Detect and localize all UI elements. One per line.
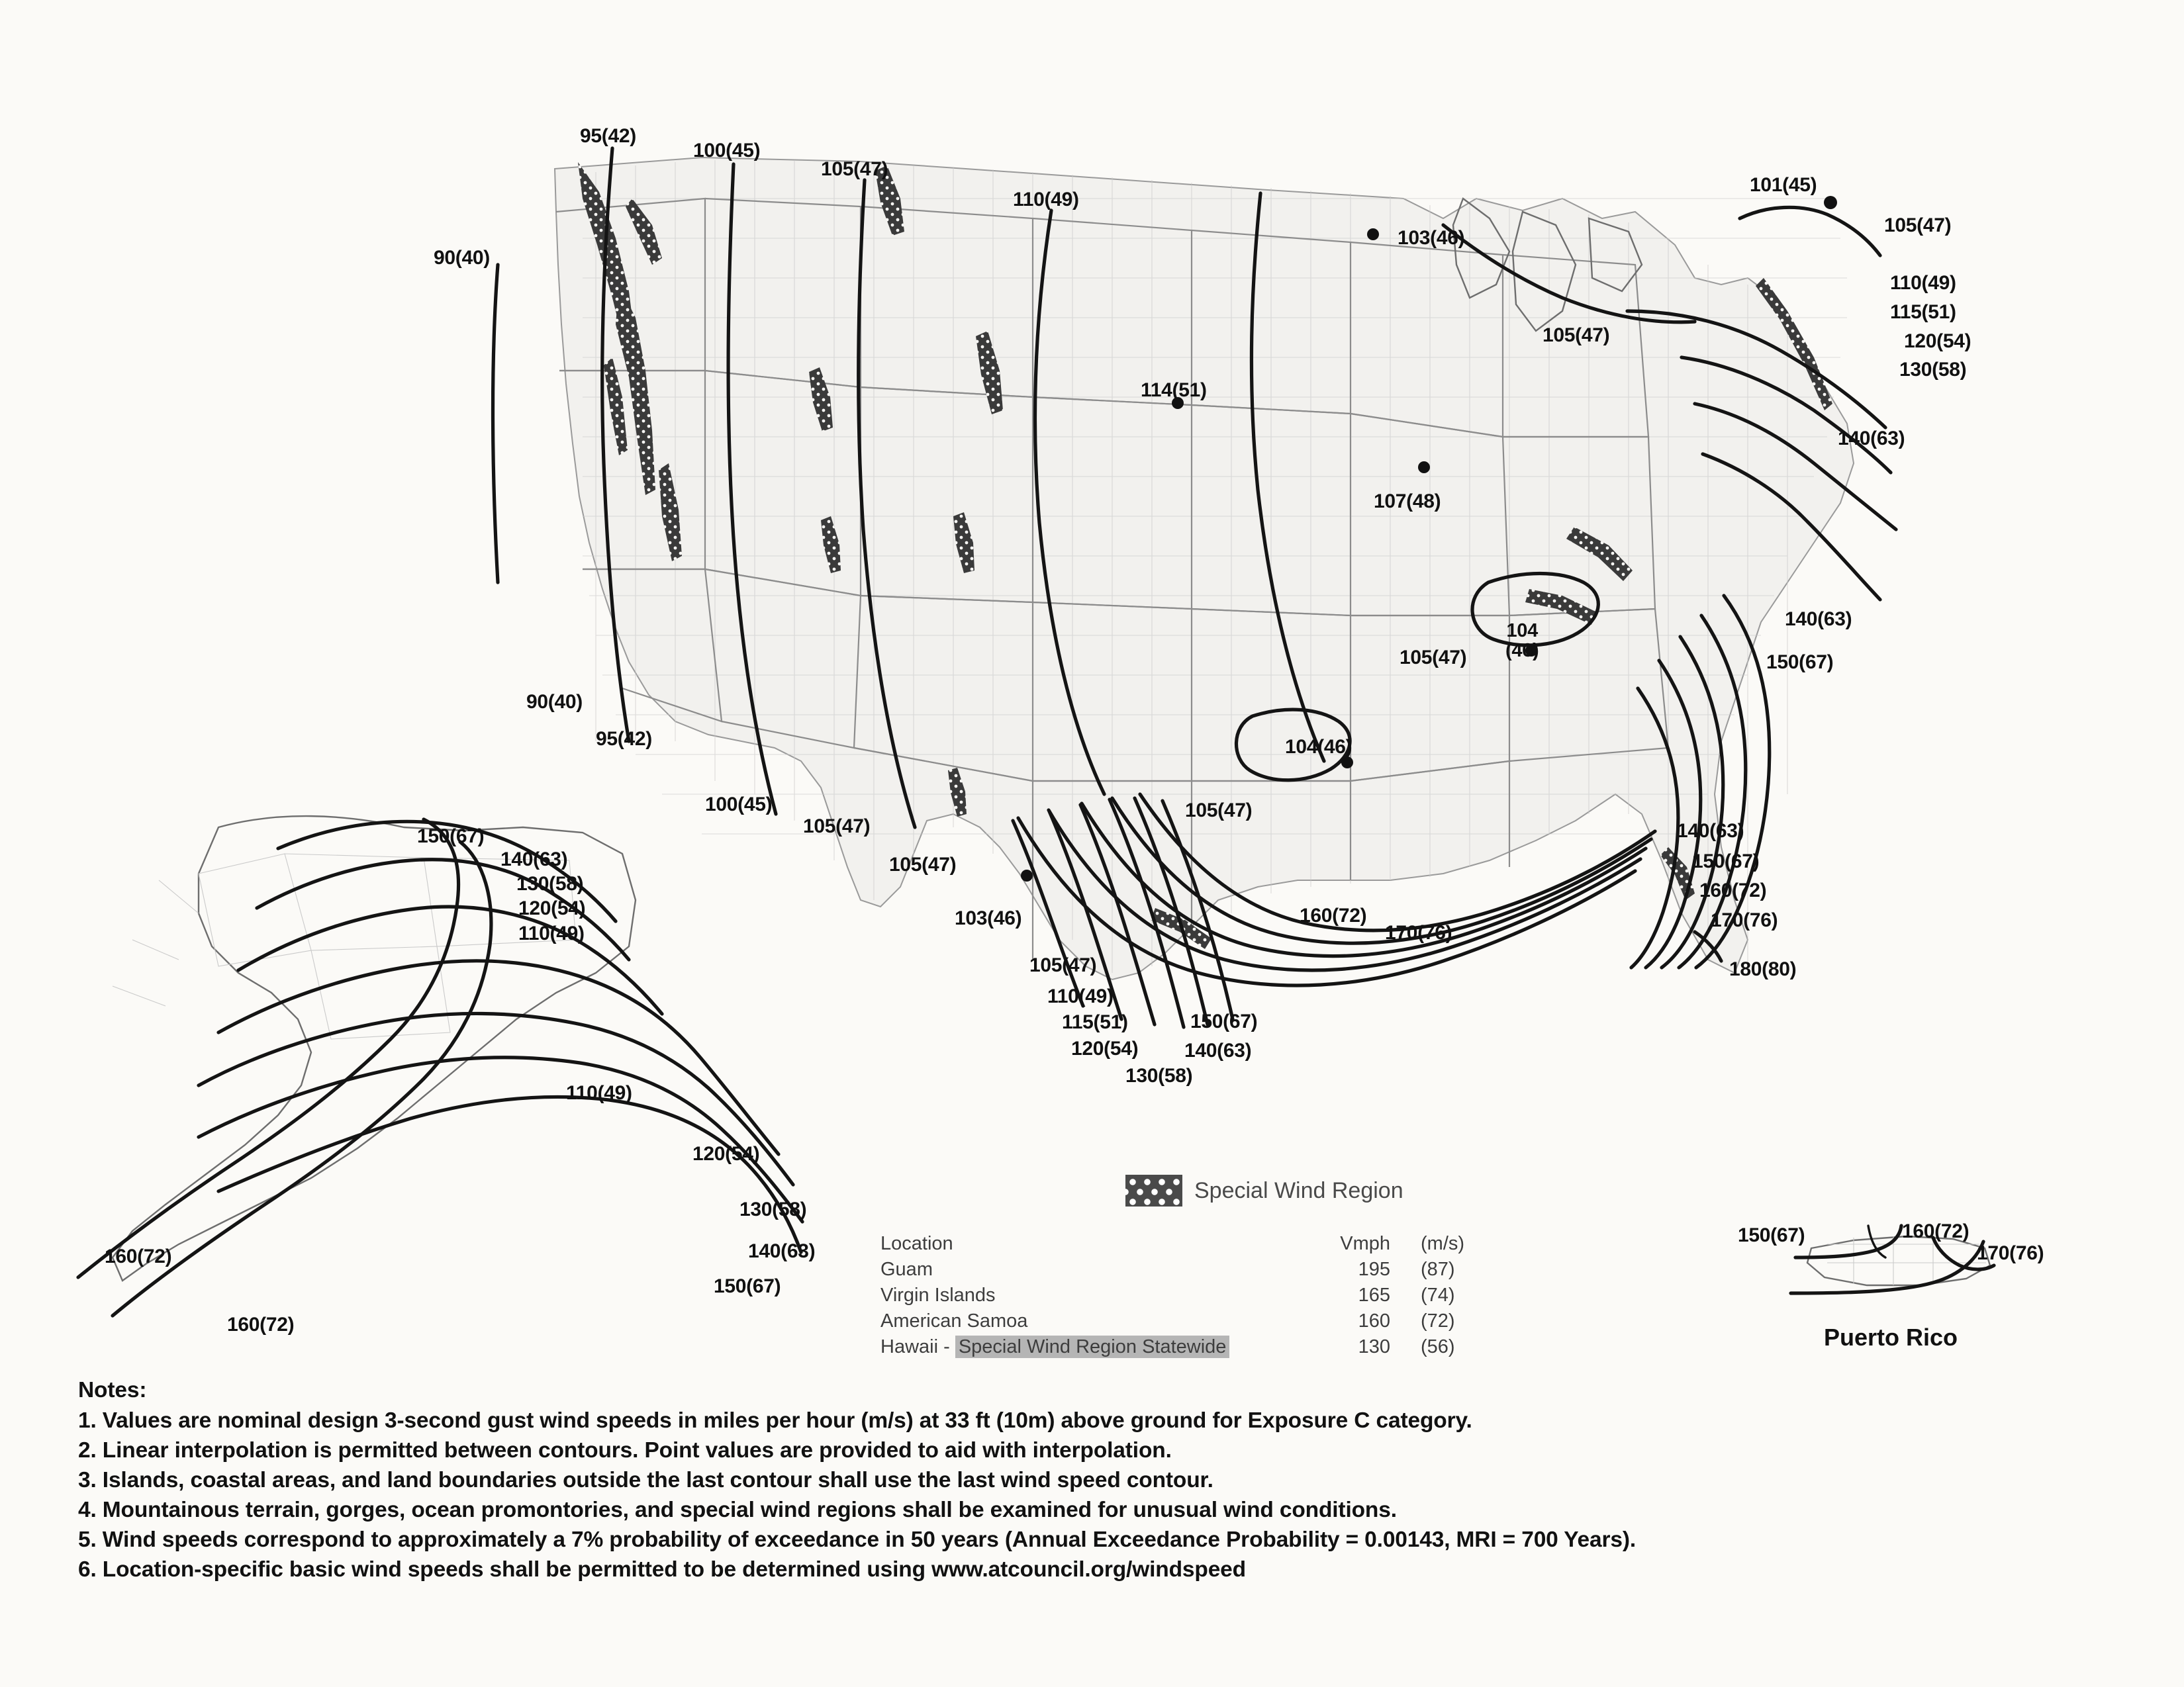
puerto-rico-inset-title: Puerto Rico	[1824, 1324, 1958, 1351]
contour-label-us-w-100: 100(45)	[693, 140, 761, 161]
table-row	[880, 1334, 1500, 1360]
contour-label-us-gulf-130: 130(58)	[1125, 1065, 1193, 1087]
contour-label-ak-140b: 140(63)	[748, 1240, 816, 1262]
table-row	[880, 1283, 1500, 1308]
contour-label-ak-160b: 160(72)	[227, 1314, 295, 1336]
contour-label-us-ec-140: 140(63)	[1785, 608, 1852, 630]
contour-label-us-mid-105: 105(47)	[1400, 647, 1467, 668]
contour-label-us-so-105: 105(47)	[1185, 799, 1253, 821]
contour-label-us-fl-170: 170(76)	[1711, 909, 1778, 931]
contour-label-us-ne-140: 140(63)	[1838, 428, 1905, 449]
cell-vmph: 130	[1358, 1336, 1390, 1357]
contour-label-us-ec-150: 150(67)	[1766, 651, 1834, 673]
cell-vmph: 160	[1358, 1310, 1390, 1332]
special-wind-region-swatch-icon	[1125, 1175, 1182, 1207]
contour-label-us-ne-110: 110(49)	[1890, 272, 1956, 294]
contour-label-ak-140: 140(63)	[500, 848, 568, 870]
contour-label-ak-120: 120(54)	[518, 897, 586, 919]
contour-label-us-tx-105: 105(47)	[889, 854, 957, 876]
contour-label-us-w2-90: 90(40)	[526, 691, 583, 713]
table-row	[880, 1308, 1500, 1334]
contour-label-us-gl-103: 103(46)	[1398, 227, 1465, 249]
contour-label-us-ne-101: 101(45)	[1750, 174, 1817, 196]
contour-label-us-gulf-115: 115(51)	[1062, 1011, 1128, 1033]
contour-label-us-pt-107: 107(48)	[1374, 490, 1441, 512]
cell-location: Virgin Islands	[880, 1285, 996, 1306]
contour-label-us-fl-160: 160(72)	[1699, 880, 1767, 901]
contour-label-pr-150: 150(67)	[1738, 1224, 1805, 1246]
contour-label-ak-150b: 150(67)	[714, 1275, 781, 1297]
contour-label-us-w-105: 105(47)	[821, 158, 888, 180]
cell-vmph: 165	[1358, 1285, 1390, 1306]
contour-label-us-fl-150: 150(67)	[1692, 850, 1760, 872]
contour-label-ak-130: 130(58)	[516, 873, 584, 895]
contour-label-us-ne-115: 115(51)	[1890, 301, 1956, 323]
contour-label-us-fl-140: 140(63)	[1677, 820, 1744, 842]
contour-label-us-n-110: 110(49)	[1013, 189, 1079, 210]
contour-label-us-ne-120: 120(54)	[1904, 330, 1971, 352]
conus-landmass	[555, 158, 1854, 980]
table-header-row	[880, 1231, 1500, 1257]
col-header-ms: (m/s)	[1421, 1233, 1465, 1254]
table-row	[880, 1257, 1500, 1283]
contour-label-us-mid-104: 104 (46)	[1505, 620, 1539, 662]
contour-label-us-gulf-110: 110(49)	[1047, 985, 1114, 1007]
special-wind-region-legend	[1125, 1175, 1403, 1207]
contour-label-us-w-95: 95(42)	[580, 125, 636, 147]
contour-label-us-gulf-120: 120(54)	[1071, 1038, 1139, 1060]
contour-label-us-w2-100: 100(45)	[705, 794, 773, 815]
contour-label-us-ne-105: 105(47)	[1884, 214, 1952, 236]
contour-label-us-pt-114: 114(51)	[1141, 379, 1207, 401]
contour-label-ak-120b: 120(54)	[692, 1143, 760, 1165]
contour-label-us-gulf-150: 150(67)	[1190, 1011, 1258, 1032]
note-item-4: 4. Mountainous terrain, gorges, ocean promontories, and special wind regions shall be examined for unusual wind conditions.	[78, 1498, 1397, 1523]
notes-block	[78, 1375, 2104, 1584]
cell-ms: (56)	[1421, 1336, 1455, 1357]
contour-label-ak-150: 150(67)	[417, 825, 485, 847]
contour-label-ak-110: 110(49)	[518, 923, 585, 944]
highlighted-note: Special Wind Region Statewide	[955, 1336, 1230, 1358]
contour-label-us-ne-130: 130(58)	[1899, 359, 1967, 381]
cell-ms: (74)	[1421, 1285, 1455, 1306]
contour-label-us-gulf-160: 160(72)	[1300, 905, 1367, 927]
contour-label-us-w2-95: 95(42)	[596, 728, 652, 750]
special-wind-region-label: Special Wind Region	[1194, 1177, 1403, 1203]
note-item-6: 6. Location-specific basic wind speeds shall be permitted to be determined using www.atcouncil.org/windspeed	[78, 1557, 1246, 1582]
note-item-3: 3. Islands, coastal areas, and land boundaries outside the last contour shall use the last wind speed contour.	[78, 1468, 1213, 1493]
territory-wind-speed-table	[880, 1231, 1500, 1360]
contour-label-us-gulf-140: 140(63)	[1184, 1040, 1252, 1062]
cell-vmph: 195	[1358, 1259, 1390, 1280]
contour-label-us-gulf-105: 105(47)	[1029, 954, 1097, 976]
cell-ms: (72)	[1421, 1310, 1455, 1332]
col-header-vmph: Vmph	[1340, 1233, 1390, 1254]
contour-label-us-so-104: 104(46)	[1285, 736, 1353, 758]
note-item-2: 2. Linear interpolation is permitted between contours. Point values are provided to aid with interpolation.	[78, 1438, 1172, 1463]
contour-label-us-gulf-170: 170(76)	[1385, 922, 1452, 944]
contour-label-us-gl-105: 105(47)	[1543, 324, 1610, 346]
contour-label-ak-160: 160(72)	[105, 1246, 172, 1267]
note-item-5: 5. Wind speeds correspond to approximately a 7% probability of exceedance in 50 years (Annual Exceedance Probability = 0.00143, MRI = 700 Years).	[78, 1527, 1637, 1553]
contour-label-pr-160: 160(72)	[1902, 1220, 1970, 1242]
contour-label-us-tx-103: 103(46)	[955, 907, 1022, 929]
contour-label-pr-170: 170(76)	[1977, 1242, 2044, 1264]
cell-location: Guam	[880, 1259, 933, 1280]
col-header-location: Location	[880, 1233, 953, 1254]
contour-label-ak-110b: 110(49)	[566, 1082, 632, 1104]
note-item-1: 1. Values are nominal design 3-second gust wind speeds in miles per hour (m/s) at 33 ft (10m) above ground for Exposure C category.	[78, 1408, 1472, 1434]
cell-ms: (87)	[1421, 1259, 1455, 1280]
contour-label-us-fl-180: 180(80)	[1729, 958, 1797, 980]
notes-heading: Notes:	[78, 1378, 147, 1402]
contour-label-us-w-90: 90(40)	[434, 247, 490, 269]
contour-label-ak-130b: 130(58)	[739, 1199, 807, 1220]
alaska-inset	[78, 816, 802, 1316]
contour-label-us-w2-105: 105(47)	[803, 815, 871, 837]
cell-location: American Samoa	[880, 1310, 1028, 1332]
cell-location: Hawaii - Special Wind Region Statewide	[880, 1334, 1304, 1360]
